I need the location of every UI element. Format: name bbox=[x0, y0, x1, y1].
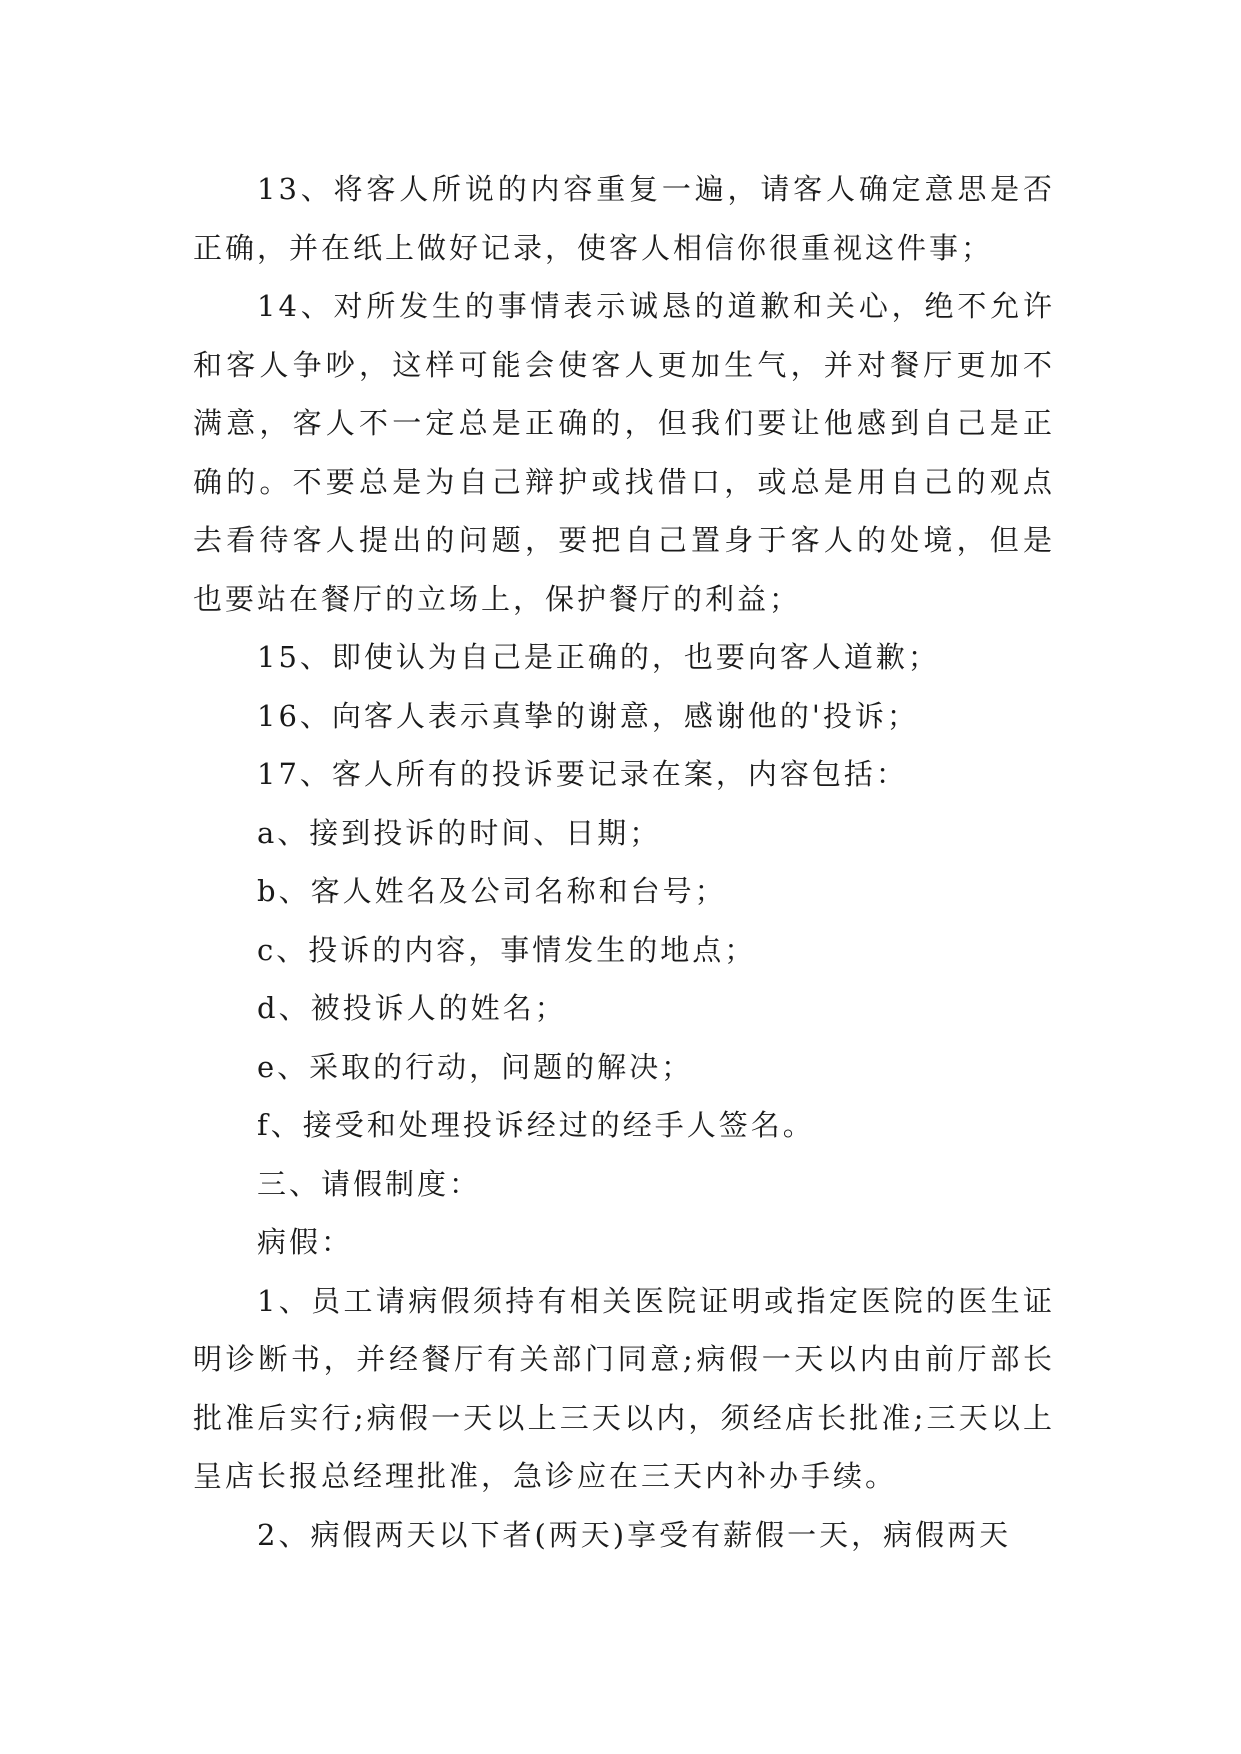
paragraph-13: 13、将客人所说的内容重复一遍，请客人确定意思是否正确，并在纸上做好记录，使客人相信你很重视这件事； bbox=[193, 172, 1055, 265]
list-item-e: e、采取的行动，问题的解决； bbox=[257, 1049, 694, 1084]
paragraph-16: 16、向客人表示真挚的谢意，感谢他的'投诉； bbox=[257, 698, 919, 733]
list-item-b: b、客人姓名及公司名称和台号； bbox=[257, 874, 727, 908]
list-item-c: c、投诉的内容，事情发生的地点； bbox=[257, 932, 757, 967]
paragraph-14: 14、对所发生的事情表示诚恳的道歉和关心，绝不允许和客人争吵，这样可能会使客人更加生气，并对餐厅更加不满意，客人不一定总是正确的，但我们要让他感到自己是正确的。不要总是为自己辩护或找借口，或总是用自己的观点去看待客人提出的问题，要把自己置身于客人的处境，但是也要站在餐厅的立场上，保护餐厅的利益； bbox=[193, 289, 1055, 616]
list-item-f: f、接受和处理投诉经过的经手人签名。 bbox=[257, 1108, 815, 1142]
list-item-a: a、接到投诉的时间、日期； bbox=[257, 815, 662, 850]
section-heading-leave-policy: 三、请假制度： bbox=[257, 1166, 482, 1201]
list-item-d: d、被投诉人的姓名； bbox=[257, 991, 567, 1025]
paragraph-17: 17、客人所有的投诉要记录在案，内容包括： bbox=[257, 757, 908, 791]
subheading-sick-leave: 病假： bbox=[257, 1225, 354, 1259]
paragraph-15: 15、即使认为自己是正确的，也要向客人道歉； bbox=[257, 640, 940, 674]
paragraph-sick-leave-1: 1、员工请病假须持有相关医院证明或指定医院的医生证明诊断书，并经餐厅有关部门同意;病假一天以内由前厅部长批准后实行;病假一天以上三天以内，须经店长批准;三天以上呈店长报总经理批准，急诊应在三天内补办手续。 bbox=[193, 1283, 1055, 1493]
document-body bbox=[193, 160, 1055, 1564]
paragraph-sick-leave-2: 2、病假两天以下者(两天)享受有薪假一天，病假两天 bbox=[257, 1517, 1012, 1552]
